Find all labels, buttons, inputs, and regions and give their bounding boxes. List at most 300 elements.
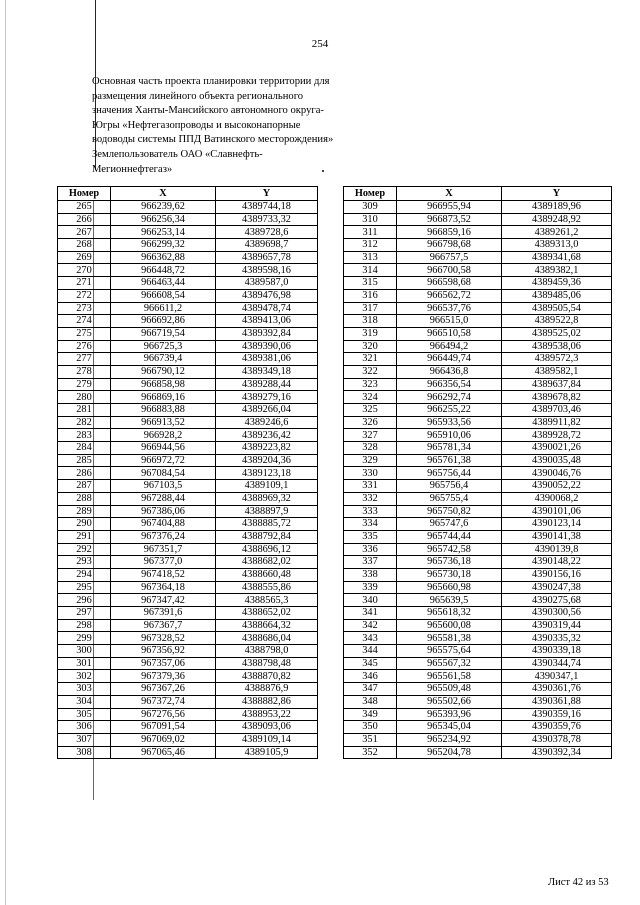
point-number-cell: 343 [344,632,397,645]
point-number-cell: 329 [344,454,397,467]
table-row [344,277,612,290]
y-coordinate-cell: 4389728,6 [216,226,318,239]
table-row [58,353,318,366]
scan-margin-line [5,0,6,905]
table-row [58,226,318,239]
x-coordinate-cell: 966739,4 [111,353,216,366]
document-heading [92,75,352,177]
table-row [344,492,612,505]
heading-line: значения Ханты-Мансийского автономного округа- [92,105,324,117]
x-coordinate-cell: 967288,44 [111,492,216,505]
y-coordinate-cell: 4389582,1 [502,365,612,378]
y-coordinate-cell: 4389733,32 [216,213,318,226]
point-number-cell: 272 [58,289,111,302]
x-coordinate-cell: 966449,74 [397,353,502,366]
y-coordinate-cell: 4389525,02 [502,327,612,340]
y-coordinate-cell: 4390156,16 [502,568,612,581]
table-row [344,391,612,404]
point-number-cell: 289 [58,505,111,518]
x-coordinate-cell: 965561,58 [397,670,502,683]
table-row [58,645,318,658]
x-coordinate-cell: 965660,98 [397,581,502,594]
point-number-cell: 267 [58,226,111,239]
x-coordinate-cell: 967103,5 [111,480,216,493]
point-number-cell: 321 [344,353,397,366]
y-coordinate-cell: 4388555,86 [216,581,318,594]
y-coordinate-cell: 4389341,68 [502,251,612,264]
table-row [58,416,318,429]
y-coordinate-cell: 4390300,56 [502,607,612,620]
table-row [58,213,318,226]
x-coordinate-cell: 965234,92 [397,733,502,746]
x-coordinate-cell: 965204,78 [397,746,502,759]
x-coordinate-cell: 967367,7 [111,619,216,632]
table-row [344,530,612,543]
x-coordinate-cell: 966448,72 [111,264,216,277]
point-number-cell: 345 [344,657,397,670]
x-coordinate-cell: 965744,44 [397,530,502,543]
y-coordinate-cell: 4388696,12 [216,543,318,556]
table-row [58,391,318,404]
column-header-number: Номер [344,187,397,201]
x-coordinate-cell: 966239,62 [111,201,216,214]
x-coordinate-cell: 967364,18 [111,581,216,594]
y-coordinate-cell: 4389657,78 [216,251,318,264]
heading-line: Мегионнефтегаз» [92,163,173,175]
point-number-cell: 282 [58,416,111,429]
table-row [58,251,318,264]
y-coordinate-cell: 4388798,48 [216,657,318,670]
point-number-cell: 296 [58,594,111,607]
point-number-cell: 311 [344,226,397,239]
y-coordinate-cell: 4389279,16 [216,391,318,404]
table-row [58,327,318,340]
table-row [58,721,318,734]
x-coordinate-cell: 967376,24 [111,530,216,543]
point-number-cell: 340 [344,594,397,607]
x-coordinate-cell: 966972,72 [111,454,216,467]
point-number-cell: 284 [58,442,111,455]
y-coordinate-cell: 4390378,78 [502,733,612,746]
point-number-cell: 283 [58,429,111,442]
x-coordinate-cell: 966494,2 [397,340,502,353]
y-coordinate-cell: 4390347,1 [502,670,612,683]
table-row [58,518,318,531]
column-header-y: Y [216,187,318,201]
table-row [344,289,612,302]
table-row [344,683,612,696]
x-coordinate-cell: 966859,16 [397,226,502,239]
table-row [58,289,318,302]
table-row [58,607,318,620]
y-coordinate-cell: 4388660,48 [216,568,318,581]
y-coordinate-cell: 4389204,36 [216,454,318,467]
point-number-cell: 325 [344,404,397,417]
point-number-cell: 286 [58,467,111,480]
table-row [344,429,612,442]
table-row [58,683,318,696]
table-row [58,657,318,670]
y-coordinate-cell: 4389522,8 [502,315,612,328]
point-number-cell: 317 [344,302,397,315]
x-coordinate-cell: 967084,54 [111,467,216,480]
y-coordinate-cell: 4389485,06 [502,289,612,302]
table-row [58,543,318,556]
table-row [58,264,318,277]
point-number-cell: 292 [58,543,111,556]
table-row [58,277,318,290]
point-number-cell: 300 [58,645,111,658]
x-coordinate-cell: 967367,26 [111,683,216,696]
x-coordinate-cell: 966858,98 [111,378,216,391]
point-number-cell: 314 [344,264,397,277]
table-row [344,670,612,683]
heading-line: Землепользователь ОАО «Славнефть- [92,148,263,160]
x-coordinate-cell: 966757,5 [397,251,502,264]
y-coordinate-cell: 4389261,2 [502,226,612,239]
x-coordinate-cell: 966253,14 [111,226,216,239]
x-coordinate-cell: 965345,04 [397,721,502,734]
point-number-cell: 276 [58,340,111,353]
point-number-cell: 338 [344,568,397,581]
x-coordinate-cell: 967391,6 [111,607,216,620]
point-number-cell: 302 [58,670,111,683]
table-row [344,404,612,417]
x-coordinate-cell: 966510,58 [397,327,502,340]
table-row [58,429,318,442]
x-coordinate-cell: 966692,86 [111,315,216,328]
point-number-cell: 309 [344,201,397,214]
y-coordinate-cell: 4389587,0 [216,277,318,290]
table-row [344,556,612,569]
point-number-cell: 271 [58,277,111,290]
x-coordinate-cell: 967356,92 [111,645,216,658]
point-number-cell: 270 [58,264,111,277]
x-coordinate-cell: 965730,18 [397,568,502,581]
heading-line: Основная часть проекта планировки территории для [92,76,330,87]
point-number-cell: 323 [344,378,397,391]
table-row [344,315,612,328]
x-coordinate-cell: 965750,82 [397,505,502,518]
column-header-x: X [397,187,502,201]
point-number-cell: 269 [58,251,111,264]
y-coordinate-cell: 4389698,7 [216,239,318,252]
table-row [344,708,612,721]
table-row [58,340,318,353]
y-coordinate-cell: 4389538,06 [502,340,612,353]
y-coordinate-cell: 4389313,0 [502,239,612,252]
x-coordinate-cell: 965755,4 [397,492,502,505]
x-coordinate-cell: 965756,4 [397,480,502,493]
y-coordinate-cell: 4390361,76 [502,683,612,696]
x-coordinate-cell: 965910,06 [397,429,502,442]
y-coordinate-cell: 4389637,84 [502,378,612,391]
table-body-right [344,201,612,759]
table-row [344,239,612,252]
y-coordinate-cell: 4389413,06 [216,315,318,328]
table-row [58,632,318,645]
x-coordinate-cell: 966255,22 [397,404,502,417]
point-number-cell: 331 [344,480,397,493]
point-number-cell: 277 [58,353,111,366]
heading-line: Югры «Нефтегазопроводы и высоконапорные [92,119,301,131]
point-number-cell: 287 [58,480,111,493]
x-coordinate-cell: 965742,58 [397,543,502,556]
point-number-cell: 273 [58,302,111,315]
y-coordinate-cell: 4390335,32 [502,632,612,645]
y-coordinate-cell: 4390141,38 [502,530,612,543]
x-coordinate-cell: 966292,74 [397,391,502,404]
x-coordinate-cell: 966537,76 [397,302,502,315]
table-row [344,442,612,455]
x-coordinate-cell: 966356,54 [397,378,502,391]
y-coordinate-cell: 4388565,3 [216,594,318,607]
table-row [58,467,318,480]
point-number-cell: 297 [58,607,111,620]
y-coordinate-cell: 4390344,74 [502,657,612,670]
point-number-cell: 334 [344,518,397,531]
x-coordinate-cell: 967065,46 [111,746,216,759]
point-number-cell: 279 [58,378,111,391]
point-number-cell: 351 [344,733,397,746]
x-coordinate-cell: 966463,44 [111,277,216,290]
y-coordinate-cell: 4390046,76 [502,467,612,480]
x-coordinate-cell: 966256,34 [111,213,216,226]
x-coordinate-cell: 966725,3 [111,340,216,353]
y-coordinate-cell: 4390247,38 [502,581,612,594]
point-number-cell: 288 [58,492,111,505]
column-header-number: Номер [58,187,111,201]
x-coordinate-cell: 967347,42 [111,594,216,607]
y-coordinate-cell: 4389572,3 [502,353,612,366]
heading-line: размещения линейного объекта регионального [92,90,304,102]
table-row [58,302,318,315]
table-row [344,454,612,467]
point-number-cell: 344 [344,645,397,658]
point-number-cell: 304 [58,695,111,708]
x-coordinate-cell: 966873,52 [397,213,502,226]
table-row [344,302,612,315]
x-coordinate-cell: 967386,06 [111,505,216,518]
y-coordinate-cell: 4389236,42 [216,429,318,442]
y-coordinate-cell: 4390021,26 [502,442,612,455]
point-number-cell: 294 [58,568,111,581]
y-coordinate-cell: 4390392,34 [502,746,612,759]
page-number: 254 [311,38,329,50]
y-coordinate-cell: 4389703,46 [502,404,612,417]
table-row [344,213,612,226]
table-row [58,404,318,417]
table-row [58,442,318,455]
table-row [58,239,318,252]
sheet-footer: Лист 42 из 53 [548,877,609,888]
y-coordinate-cell: 4389093,06 [216,721,318,734]
x-coordinate-cell: 967357,06 [111,657,216,670]
point-number-cell: 295 [58,581,111,594]
coordinates-table-right [343,186,612,759]
table-row [344,645,612,658]
point-number-cell: 280 [58,391,111,404]
table-row [58,315,318,328]
x-coordinate-cell: 966700,58 [397,264,502,277]
point-number-cell: 339 [344,581,397,594]
point-number-cell: 332 [344,492,397,505]
x-coordinate-cell: 965756,44 [397,467,502,480]
table-row [344,632,612,645]
point-number-cell: 316 [344,289,397,302]
y-coordinate-cell: 4388792,84 [216,530,318,543]
point-number-cell: 293 [58,556,111,569]
point-number-cell: 278 [58,365,111,378]
y-coordinate-cell: 4390139,8 [502,543,612,556]
y-coordinate-cell: 4388882,86 [216,695,318,708]
point-number-cell: 298 [58,619,111,632]
x-coordinate-cell: 965393,96 [397,708,502,721]
y-coordinate-cell: 4389189,96 [502,201,612,214]
y-coordinate-cell: 4388870,82 [216,670,318,683]
table-row [58,733,318,746]
x-coordinate-cell: 966598,68 [397,277,502,290]
point-number-cell: 328 [344,442,397,455]
y-coordinate-cell: 4389246,6 [216,416,318,429]
x-coordinate-cell: 967372,74 [111,695,216,708]
y-coordinate-cell: 4388798,0 [216,645,318,658]
y-coordinate-cell: 4389109,14 [216,733,318,746]
point-number-cell: 308 [58,746,111,759]
y-coordinate-cell: 4388953,22 [216,708,318,721]
point-number-cell: 268 [58,239,111,252]
x-coordinate-cell: 965575,64 [397,645,502,658]
table-row [344,619,612,632]
y-coordinate-cell: 4389390,06 [216,340,318,353]
x-coordinate-cell: 966913,52 [111,416,216,429]
x-coordinate-cell: 967091,54 [111,721,216,734]
point-number-cell: 305 [58,708,111,721]
table-row [58,695,318,708]
x-coordinate-cell: 966562,72 [397,289,502,302]
y-coordinate-cell: 4389505,54 [502,302,612,315]
table-row [344,378,612,391]
point-number-cell: 285 [58,454,111,467]
point-number-cell: 274 [58,315,111,328]
table-header-row [58,187,318,201]
point-number-cell: 307 [58,733,111,746]
y-coordinate-cell: 4390275,68 [502,594,612,607]
point-number-cell: 315 [344,277,397,290]
point-number-cell: 333 [344,505,397,518]
table-row [58,708,318,721]
point-number-cell: 319 [344,327,397,340]
y-coordinate-cell: 4389911,82 [502,416,612,429]
table-row [344,746,612,759]
x-coordinate-cell: 966611,2 [111,302,216,315]
y-coordinate-cell: 4389223,82 [216,442,318,455]
point-number-cell: 342 [344,619,397,632]
y-coordinate-cell: 4389678,82 [502,391,612,404]
point-number-cell: 352 [344,746,397,759]
y-coordinate-cell: 4389349,18 [216,365,318,378]
x-coordinate-cell: 967276,56 [111,708,216,721]
table-row [344,721,612,734]
y-coordinate-cell: 4388682,02 [216,556,318,569]
table-row [58,568,318,581]
table-body-left [58,201,318,759]
x-coordinate-cell: 965747,6 [397,518,502,531]
point-number-cell: 341 [344,607,397,620]
y-coordinate-cell: 4389381,06 [216,353,318,366]
point-number-cell: 336 [344,543,397,556]
y-coordinate-cell: 4389266,04 [216,404,318,417]
table-row [58,365,318,378]
y-coordinate-cell: 4389744,18 [216,201,318,214]
y-coordinate-cell: 4390068,2 [502,492,612,505]
y-coordinate-cell: 4390359,76 [502,721,612,734]
x-coordinate-cell: 967069,02 [111,733,216,746]
table-row [344,594,612,607]
y-coordinate-cell: 4389105,9 [216,746,318,759]
point-number-cell: 318 [344,315,397,328]
column-header-y: Y [502,187,612,201]
point-number-cell: 312 [344,239,397,252]
y-coordinate-cell: 4388885,72 [216,518,318,531]
x-coordinate-cell: 965933,56 [397,416,502,429]
y-coordinate-cell: 4389248,92 [502,213,612,226]
y-coordinate-cell: 4388686,04 [216,632,318,645]
y-coordinate-cell: 4388652,02 [216,607,318,620]
y-coordinate-cell: 4390101,06 [502,505,612,518]
point-number-cell: 281 [58,404,111,417]
x-coordinate-cell: 966719,54 [111,327,216,340]
y-coordinate-cell: 4389598,16 [216,264,318,277]
x-coordinate-cell: 967377,0 [111,556,216,569]
x-coordinate-cell: 966515,0 [397,315,502,328]
x-coordinate-cell: 965600,08 [397,619,502,632]
y-coordinate-cell: 4388664,32 [216,619,318,632]
x-coordinate-cell: 967418,52 [111,568,216,581]
y-coordinate-cell: 4389459,36 [502,277,612,290]
y-coordinate-cell: 4389478,74 [216,302,318,315]
point-number-cell: 306 [58,721,111,734]
x-coordinate-cell: 966362,88 [111,251,216,264]
point-number-cell: 348 [344,695,397,708]
y-coordinate-cell: 4390359,16 [502,708,612,721]
table-row [58,378,318,391]
heading-line: водоводы системы ППД Ватинского месторождения» [92,134,334,146]
point-number-cell: 313 [344,251,397,264]
table-row [344,505,612,518]
point-number-cell: 330 [344,467,397,480]
table-row [58,581,318,594]
table-row [58,670,318,683]
table-row [58,746,318,759]
x-coordinate-cell: 967379,36 [111,670,216,683]
y-coordinate-cell: 4389928,72 [502,429,612,442]
table-row [58,480,318,493]
table-header-row [344,187,612,201]
x-coordinate-cell: 967404,88 [111,518,216,531]
x-coordinate-cell: 966790,12 [111,365,216,378]
table-row [58,594,318,607]
y-coordinate-cell: 4389392,84 [216,327,318,340]
point-number-cell: 310 [344,213,397,226]
table-row [344,607,612,620]
y-coordinate-cell: 4390339,18 [502,645,612,658]
table-row [344,568,612,581]
point-number-cell: 337 [344,556,397,569]
x-coordinate-cell: 965502,66 [397,695,502,708]
table-row [344,543,612,556]
y-coordinate-cell: 4388876,9 [216,683,318,696]
